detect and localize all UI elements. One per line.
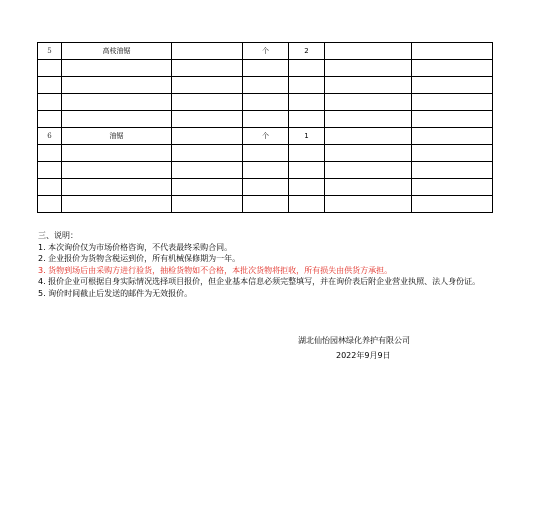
table-row: [38, 145, 493, 162]
cell-spec: [172, 145, 243, 162]
cell-price: [325, 196, 412, 213]
cell-no: 6: [38, 128, 62, 145]
cell-unit: [243, 60, 289, 77]
cell-unit: 个: [243, 43, 289, 60]
cell-no: [38, 196, 62, 213]
cell-no: [38, 179, 62, 196]
cell-qty: [289, 162, 325, 179]
cell-price: [325, 43, 412, 60]
table-row: [38, 128, 493, 145]
cell-no: [38, 111, 62, 128]
cell-name: [62, 60, 172, 77]
note-item-4: 4. 报价企业可根据自身实际情况选择项目报价，但企业基本信息必须完整填写，并在询价表后附企业营业执照、法人身份证。: [38, 277, 481, 286]
cell-name: 高枝油锯: [62, 43, 172, 60]
table-row: [38, 43, 493, 60]
cell-price: [325, 94, 412, 111]
cell-total: [412, 196, 493, 213]
table-row: [38, 94, 493, 111]
cell-total: [412, 179, 493, 196]
cell-price: [325, 128, 412, 145]
table-row: [38, 111, 493, 128]
cell-spec: [172, 162, 243, 179]
table-row: [38, 196, 493, 213]
cell-unit: 个: [243, 128, 289, 145]
cell-name: [62, 196, 172, 213]
cell-qty: [289, 94, 325, 111]
signature-date: 2022年9月9日: [336, 351, 391, 360]
note-item-2: 2. 企业报价为货物含税运到价，所有机械保修期为一年。: [38, 254, 241, 263]
cell-name: [62, 94, 172, 111]
cell-price: [325, 60, 412, 77]
cell-total: [412, 162, 493, 179]
cell-name: [62, 111, 172, 128]
cell-unit: [243, 196, 289, 213]
cell-no: [38, 162, 62, 179]
note-item-5: 5. 询价时间截止后发送的邮件为无效报价。: [38, 288, 193, 298]
cell-name: [62, 162, 172, 179]
cell-unit: [243, 179, 289, 196]
note-item-3: 3. 货物到场后由采购方进行验货，抽检货物如不合格，本批次货物将拒收，所有损失由供货方承担。: [38, 265, 393, 275]
cell-spec: [172, 196, 243, 213]
cell-spec: [172, 128, 243, 145]
cell-price: [325, 145, 412, 162]
cell-no: [38, 77, 62, 94]
cell-no: [38, 145, 62, 162]
cell-no: 5: [38, 43, 62, 60]
cell-spec: [172, 43, 243, 60]
cell-total: [412, 145, 493, 162]
cell-total: [412, 111, 493, 128]
quote-table-body: [38, 43, 493, 213]
cell-price: [325, 111, 412, 128]
cell-unit: [243, 77, 289, 94]
cell-unit: [243, 111, 289, 128]
notes-heading: 三、说明：: [38, 231, 78, 240]
cell-qty: [289, 145, 325, 162]
cell-name: [62, 179, 172, 196]
table-row: [38, 60, 493, 77]
cell-unit: [243, 162, 289, 179]
cell-total: [412, 43, 493, 60]
cell-name: [62, 77, 172, 94]
company-name: 湖北仙怡园林绿化养护有限公司: [298, 336, 410, 345]
table-row: [38, 179, 493, 196]
table-row: [38, 77, 493, 94]
quote-table: [37, 42, 493, 213]
cell-qty: [289, 111, 325, 128]
cell-qty: [289, 179, 325, 196]
cell-total: [412, 60, 493, 77]
cell-total: [412, 128, 493, 145]
cell-qty: [289, 196, 325, 213]
cell-spec: [172, 179, 243, 196]
cell-name: [62, 145, 172, 162]
cell-qty: 1: [289, 128, 325, 145]
note-item-1: 1. 本次询价仅为市场价格咨询，不代表最终采购合同。: [38, 242, 233, 252]
cell-total: [412, 94, 493, 111]
cell-unit: [243, 145, 289, 162]
cell-qty: 2: [289, 43, 325, 60]
cell-price: [325, 77, 412, 94]
cell-price: [325, 162, 412, 179]
cell-unit: [243, 94, 289, 111]
cell-spec: [172, 94, 243, 111]
cell-name: 油锯: [62, 128, 172, 145]
cell-no: [38, 94, 62, 111]
cell-total: [412, 77, 493, 94]
cell-qty: [289, 77, 325, 94]
notes-section: [38, 230, 498, 299]
cell-spec: [172, 111, 243, 128]
table-row: [38, 162, 493, 179]
cell-spec: [172, 77, 243, 94]
cell-spec: [172, 60, 243, 77]
cell-qty: [289, 60, 325, 77]
cell-no: [38, 60, 62, 77]
cell-price: [325, 179, 412, 196]
